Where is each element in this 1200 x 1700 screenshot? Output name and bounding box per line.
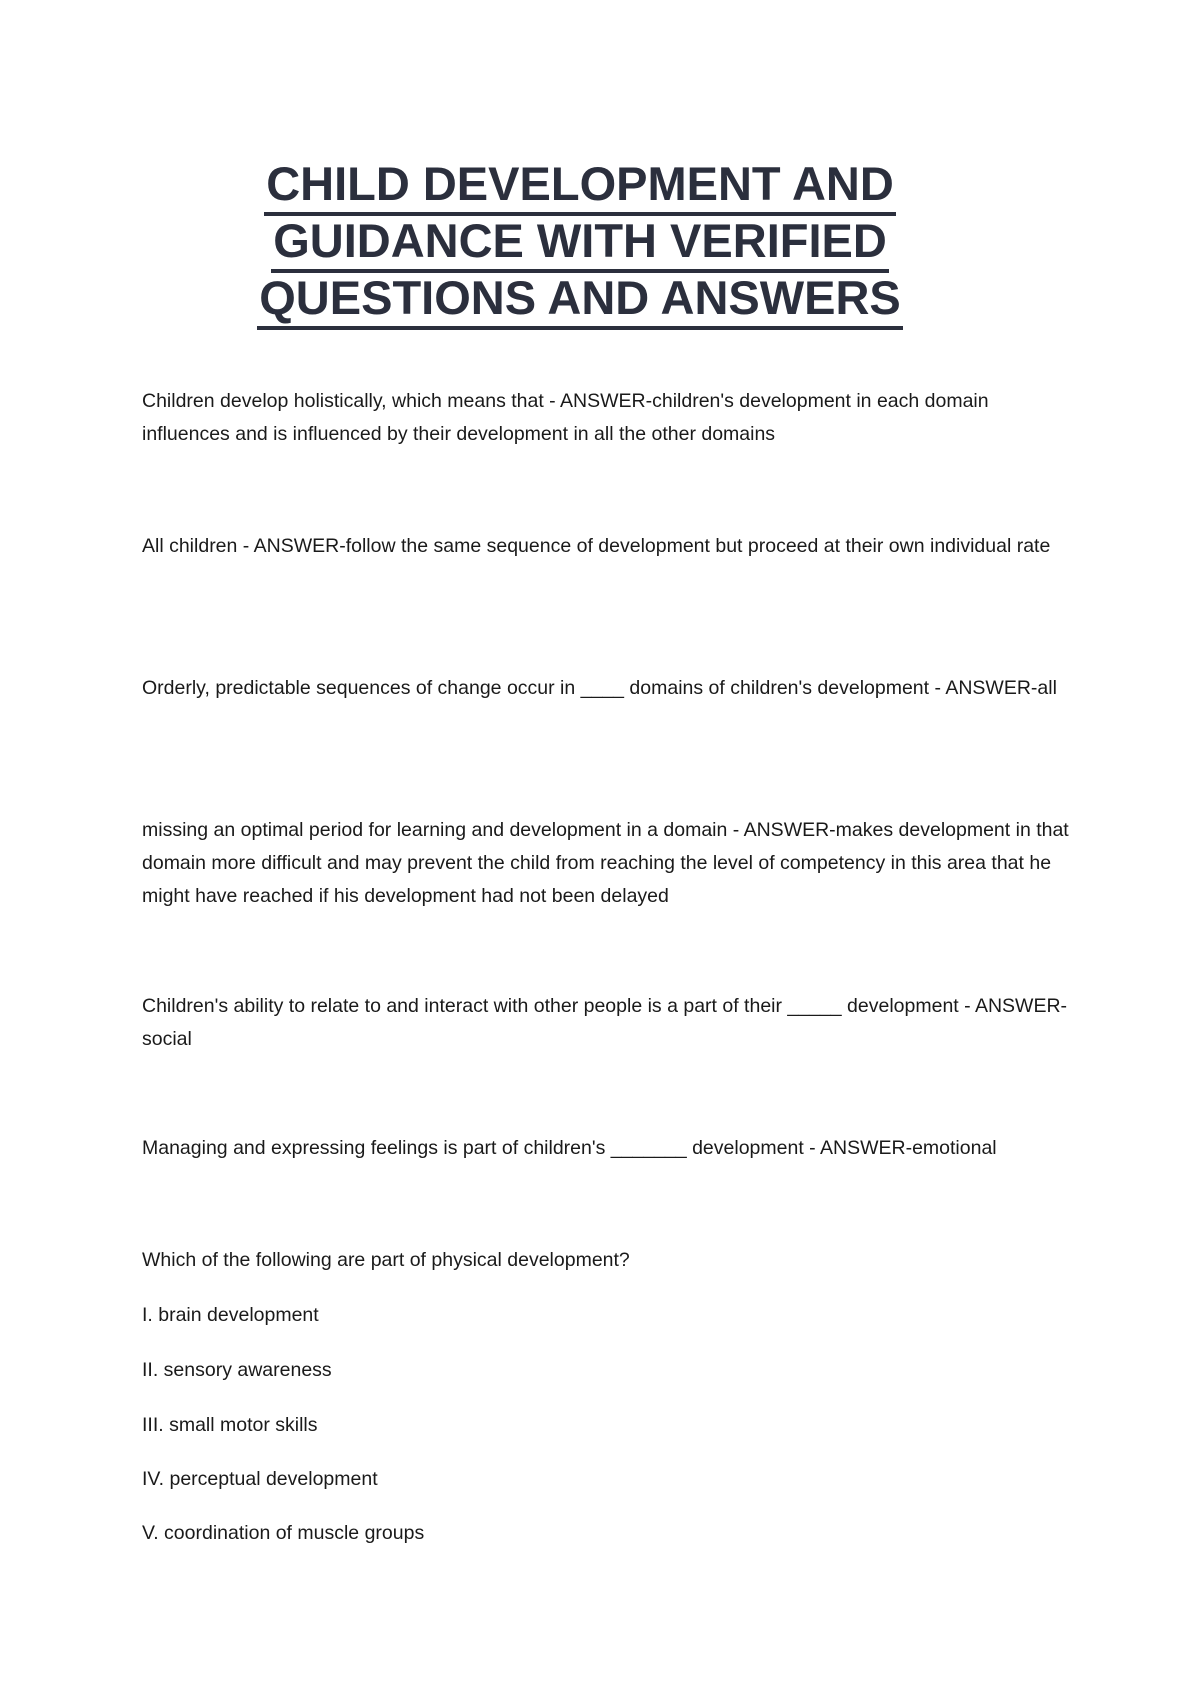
option-item: I. brain development <box>142 1304 319 1326</box>
option-item: V. coordination of muscle groups <box>142 1522 425 1544</box>
qa-item-optimal-period: missing an optimal period for learning and development in a domain - ANSWER-makes development in that domain more difficult and may prevent the child from reaching the level of competency in this area that he might have reached if his development had not been delayed <box>142 819 1069 907</box>
qa-item-social: Children's ability to relate to and interact with other people is a part of their _____ development - ANSWER-social <box>142 995 1068 1050</box>
qa-item-emotional: Managing and expressing feelings is part of children's _______ development - ANSWER-emotional <box>142 1137 997 1159</box>
title-line-1: CHILD DEVELOPMENT AND <box>264 155 896 216</box>
qa-item-sequence: All children - ANSWER-follow the same sequence of development but proceed at their own individual rate <box>142 535 1051 557</box>
qa-item-domains: Orderly, predictable sequences of change occur in ____ domains of children's development - ANSWER-all <box>142 677 1057 699</box>
option-item: IV. perceptual development <box>142 1468 378 1490</box>
title-line-2: GUIDANCE WITH VERIFIED <box>271 212 889 273</box>
option-item: III. small motor skills <box>142 1414 318 1436</box>
physical-development-question: Which of the following are part of physical development? <box>142 1249 630 1271</box>
document-title <box>200 155 960 326</box>
qa-item-holistic: Children develop holistically, which means that - ANSWER-children's development in each domain influences and is influenced by their development in all the other domains <box>142 390 989 445</box>
title-line-3: QUESTIONS AND ANSWERS <box>257 269 903 330</box>
option-item: II. sensory awareness <box>142 1359 332 1381</box>
